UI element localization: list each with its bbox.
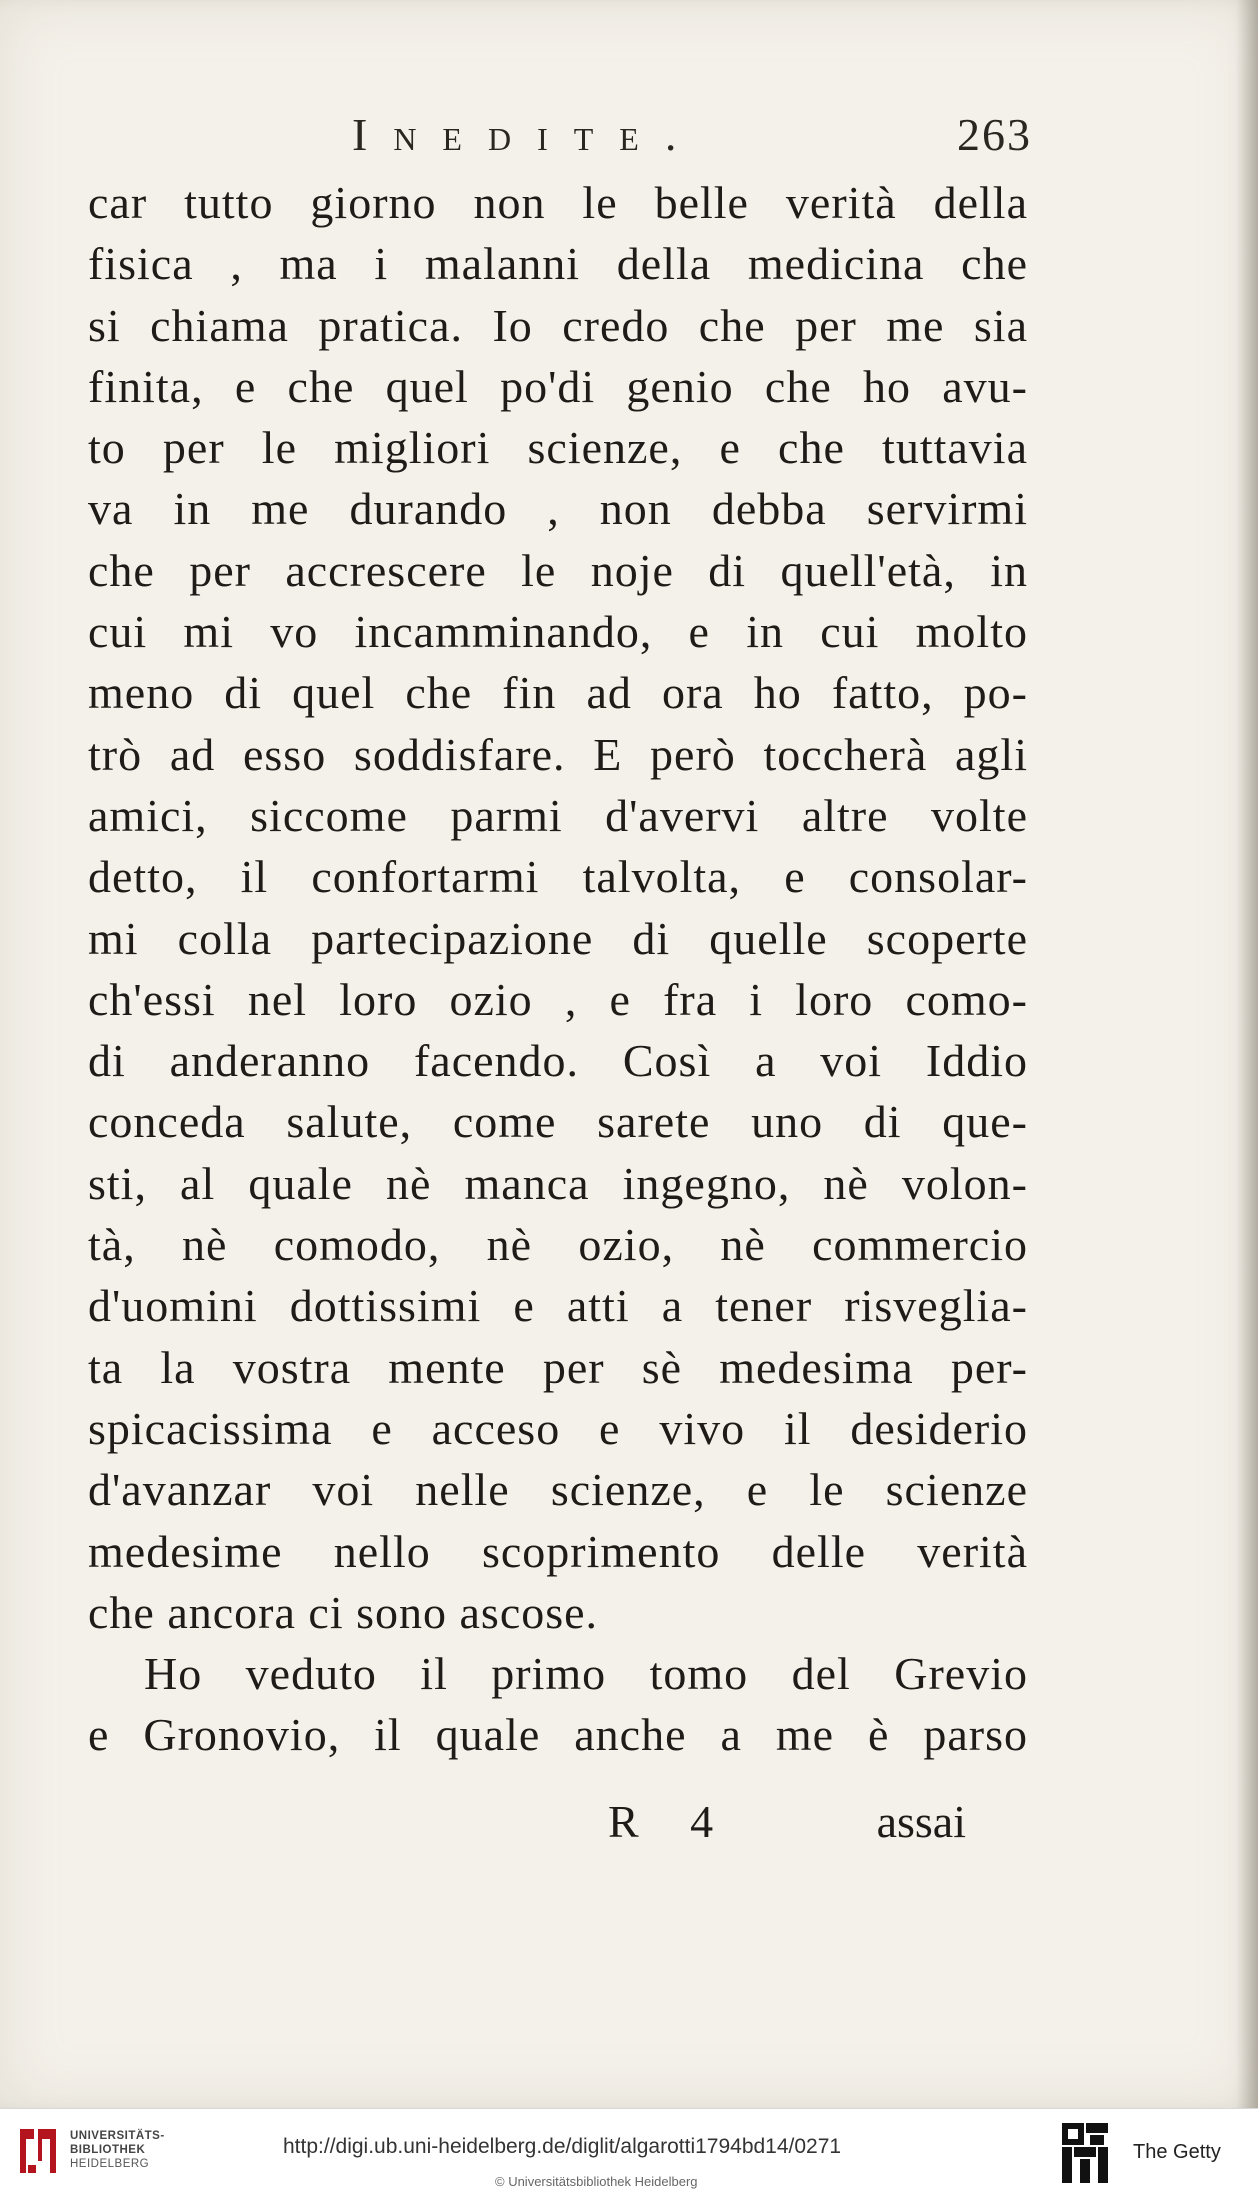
copyright-notice: © Universitätsbibliothek Heidelberg xyxy=(495,2174,698,2189)
text-line: che per accrescere le noje di quell'età, in xyxy=(88,544,1028,596)
university-library-logo-icon xyxy=(12,2121,64,2181)
page-edge-shadow xyxy=(1236,0,1258,2108)
text-line: ta la vostra mente per sè medesima per- xyxy=(88,1341,1028,1393)
library-line: BIBLIOTHEK xyxy=(70,2144,146,2156)
text-line: finita, e che quel po'di genio che ho avu- xyxy=(88,360,1028,412)
getty-name: The Getty xyxy=(1133,2141,1221,2163)
library-line: UNIVERSITÄTS- xyxy=(70,2130,165,2142)
text-line: va in me durando , non debba servirmi xyxy=(88,483,1028,535)
library-line: HEIDELBERG xyxy=(70,2158,150,2170)
text-line: medesime nello scoprimento delle verità xyxy=(88,1525,1028,1577)
permalink-url[interactable]: http://digi.ub.uni-heidelberg.de/diglit/algarotti1794bd14/0271 xyxy=(283,2135,842,2158)
university-library-name xyxy=(70,2129,165,2171)
signature-mark: R 4 xyxy=(608,1796,734,1847)
text-line: si chiama pratica. Io credo che per me sia xyxy=(88,299,1028,351)
text-line: d'uomini dottissimi e atti a tener risveglia- xyxy=(88,1280,1028,1332)
getty-logo-icon xyxy=(1060,2121,1110,2185)
running-title: Inedite. xyxy=(352,109,703,160)
text-line: car tutto giorno non le belle verità della xyxy=(88,177,1028,228)
text-line: ch'essi nel loro ozio , e fra i loro como- xyxy=(88,973,1028,1025)
text-line: e Gronovio, il quale anche a me è parso xyxy=(88,1709,1028,1761)
text-line: che ancora ci sono ascose. xyxy=(88,1586,599,1638)
text-line: conceda salute, come sarete uno di que- xyxy=(88,1096,1028,1148)
text-line: di anderanno facendo. Così a voi Iddio xyxy=(88,1035,1028,1087)
text-line: fisica , ma i malanni della medicina che xyxy=(88,238,1028,290)
text-line: d'avanzar voi nelle scienze, e le scienze xyxy=(88,1464,1028,1516)
running-head xyxy=(352,108,1032,168)
text-line: spicacissima e acceso e vivo il desiderio xyxy=(88,1402,1028,1454)
body-text xyxy=(88,172,1028,1766)
text-line: detto, il confortarmi talvolta, e consolar- xyxy=(88,851,1028,903)
text-line: to per le migliori scienze, e che tuttavia xyxy=(88,422,1028,474)
footer-bar xyxy=(0,2108,1258,2200)
text-line: sti, al quale nè manca ingegno, nè volon- xyxy=(88,1157,1028,1209)
text-line: trò ad esso soddisfare. E però toccherà agli xyxy=(88,728,1028,780)
text-line: cui mi vo incamminando, e in cui molto xyxy=(88,606,1028,658)
text-line: mi colla partecipazione di quelle scoperte xyxy=(88,912,1028,964)
text-line: tà, nè comodo, nè ozio, nè commercio xyxy=(88,1219,1028,1271)
signature-line xyxy=(88,1795,1028,1857)
text-line: meno di quel che fin ad ora ho fatto, po- xyxy=(88,667,1028,719)
page-number: 263 xyxy=(957,109,1032,160)
text-line: Ho veduto il primo tomo del Grevio xyxy=(144,1648,1028,1700)
catchword: assai xyxy=(876,1796,966,1847)
text-line: amici, siccome parmi d'avervi altre volte xyxy=(88,789,1028,841)
